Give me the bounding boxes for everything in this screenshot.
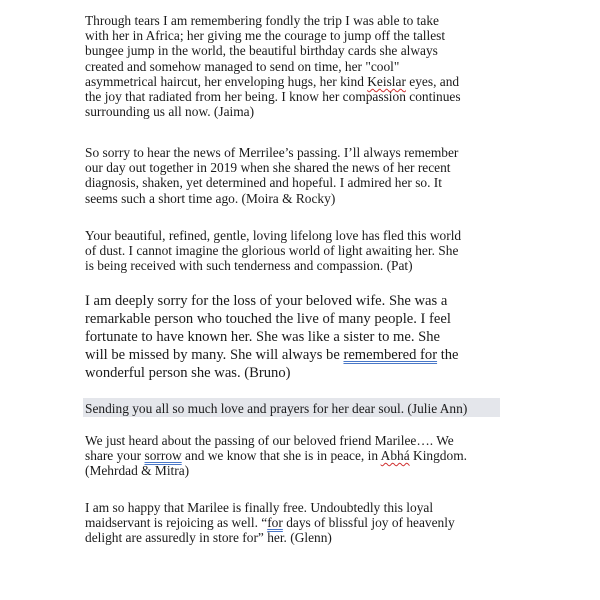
text-line xyxy=(85,74,510,89)
text-line xyxy=(85,448,510,463)
text-segment: asymmetrical haircut, her enveloping hugs, her kind xyxy=(85,73,368,89)
text-line: wonderful person she was. (Bruno) xyxy=(85,365,291,381)
text-line: of dust. I cannot imagine the glorious world of light awaiting her. She xyxy=(85,243,459,259)
text-line: I am so happy that Marilee is finally free. Undoubtedly this loyal xyxy=(85,500,434,515)
text-line: delight are assuredly in store for” her. (Glenn) xyxy=(85,530,332,546)
spelling-flag[interactable]: Keislar xyxy=(367,73,406,89)
text-line: remarkable person who touched the live of many people. I feel xyxy=(85,311,451,327)
text-segment: and we know that she is in peace, in xyxy=(181,448,381,464)
text-segment: Kingdom. xyxy=(409,448,467,464)
text-segment: the xyxy=(437,347,459,363)
text-line: Through tears I am remembering fondly the trip I was able to take xyxy=(85,13,439,28)
message-julie-ann xyxy=(85,401,510,416)
grammar-flag[interactable]: remembered for xyxy=(343,347,438,363)
message-moira-rocky xyxy=(85,145,510,206)
grammar-flag[interactable]: sorrow xyxy=(144,448,182,464)
text-line: So sorry to hear the news of Merrilee’s passing. I’ll always remember xyxy=(85,145,459,160)
text-line: surrounding us all now. (Jaima) xyxy=(85,104,255,120)
text-line: Your beautiful, refined, gentle, loving lifelong love has fled this world xyxy=(85,228,462,243)
text-line: is being received with such tenderness and compassion. (Pat) xyxy=(85,258,413,274)
message-glenn xyxy=(85,500,510,546)
text-line: seems such a short time ago. (Moira & Rocky) xyxy=(85,190,336,206)
message-mehrdad-mitra xyxy=(85,433,510,479)
text-line: (Mehrdad & Mitra) xyxy=(85,463,190,479)
text-line: bungee jump in the world, the beautiful birthday cards she always xyxy=(85,43,438,59)
spelling-flag[interactable]: Abhá xyxy=(380,448,410,464)
message-jaima xyxy=(85,13,510,119)
text-line: We just heard about the passing of our beloved friend Marilee…. We xyxy=(85,433,454,448)
text-segment: eyes, and xyxy=(409,73,460,89)
text-line: our day out together in 2019 when she shared the news of her recent xyxy=(85,160,451,176)
text-line: with her in Africa; her giving me the courage to jump off the tallest xyxy=(85,28,446,44)
text-line: created and somehow managed to send on time, her "cool" xyxy=(85,58,400,74)
text-line: fortunate to have known her. She was like a sister to me. She xyxy=(85,329,441,345)
text-line: the joy that radiated from her being. I know her compassion continues xyxy=(85,89,461,105)
text-segment: maidservant is rejoicing as well. “ xyxy=(85,515,268,531)
message-bruno xyxy=(85,292,510,382)
text-line: diagnosis, shaken, yet determined and hopeful. I admired her so. It xyxy=(85,175,442,191)
text-segment: share your xyxy=(85,448,145,464)
text-line xyxy=(85,346,510,364)
text-line xyxy=(85,515,510,530)
text-line: Sending you all so much love and prayers for her dear soul. (Julie Ann) xyxy=(85,401,468,416)
grammar-flag[interactable]: for xyxy=(267,515,283,531)
text-segment: days of blissful joy of heavenly xyxy=(282,515,455,531)
text-segment: will be missed by many. She will always be xyxy=(85,347,344,363)
text-line: I am deeply sorry for the loss of your beloved wife. She was a xyxy=(85,293,448,309)
message-pat xyxy=(85,228,510,274)
